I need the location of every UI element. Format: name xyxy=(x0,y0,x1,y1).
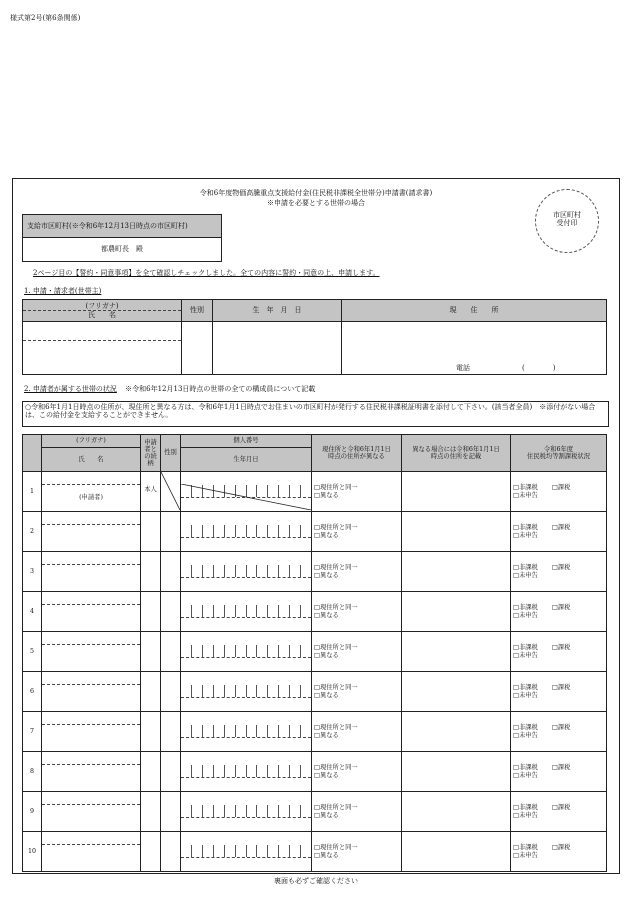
col-birth: 生年月日 xyxy=(181,448,312,472)
previous-address-field[interactable] xyxy=(402,552,511,592)
previous-address-field[interactable] xyxy=(402,512,511,552)
relation-field[interactable] xyxy=(141,672,161,712)
relation-field[interactable] xyxy=(141,592,161,632)
form-title: 令和6年度物価高騰重点支援給付金(住民税非課税全世帯分)申請書(請求書) xyxy=(199,189,433,197)
col-no xyxy=(23,435,42,472)
col-tax-2: 住民税均等割課税状況 xyxy=(527,453,590,460)
taxable-checkbox[interactable]: □課税 xyxy=(551,684,571,692)
previous-address-field[interactable] xyxy=(402,472,511,512)
table-row xyxy=(23,552,607,592)
section1-title: 1. 申請・請求者(世帯主) xyxy=(24,287,102,295)
previous-address-field[interactable] xyxy=(402,752,511,792)
col-tax-1: 令和6年度 xyxy=(543,445,574,453)
row-number: 5 xyxy=(23,632,42,672)
col-diff-1: 異なる場合には令和6年1月1日 xyxy=(412,445,500,453)
previous-address-field[interactable] xyxy=(402,712,511,752)
same-address-checkbox[interactable]: □現住所と同一 xyxy=(314,844,358,852)
address-same-field[interactable] xyxy=(312,632,402,672)
id-number-boxes[interactable] xyxy=(181,685,311,698)
applicant-name-field[interactable] xyxy=(23,322,182,375)
gender-header: 性別 xyxy=(182,300,213,322)
undeclared-checkbox[interactable]: □未申告 xyxy=(513,651,538,659)
taxable-checkbox[interactable]: □課税 xyxy=(551,524,571,532)
relation-field[interactable] xyxy=(141,632,161,672)
applicant-label: (申請者) xyxy=(79,494,103,501)
id-number-boxes[interactable] xyxy=(181,725,311,738)
tax-status-field[interactable] xyxy=(511,712,607,752)
non-taxable-checkbox[interactable]: □非課税 xyxy=(513,724,538,732)
table-row xyxy=(23,832,607,872)
non-taxable-checkbox[interactable]: □非課税 xyxy=(513,764,538,772)
col-relation xyxy=(141,435,161,472)
id-birth-field[interactable] xyxy=(181,552,312,592)
taxable-checkbox[interactable]: □課税 xyxy=(551,644,571,652)
address-same-field[interactable] xyxy=(312,792,402,832)
member-name-field[interactable] xyxy=(42,632,141,672)
gender-field[interactable] xyxy=(161,552,181,592)
undeclared-checkbox[interactable]: □未申告 xyxy=(513,771,538,779)
different-address-checkbox[interactable]: □異なる xyxy=(314,571,339,579)
table-row xyxy=(23,472,607,512)
tax-status-field[interactable] xyxy=(511,672,607,712)
tax-status-field[interactable] xyxy=(511,632,607,672)
undeclared-checkbox[interactable]: □未申告 xyxy=(513,811,538,819)
furigana-label: (フリガナ) xyxy=(85,301,119,310)
relation-field[interactable] xyxy=(141,832,161,872)
same-address-checkbox[interactable]: □現住所と同一 xyxy=(314,604,358,612)
gender-field[interactable] xyxy=(161,592,181,632)
same-address-checkbox[interactable]: □現住所と同一 xyxy=(314,764,358,772)
different-address-checkbox[interactable]: □異なる xyxy=(314,771,339,779)
recipient-box xyxy=(22,214,222,262)
undeclared-checkbox[interactable]: □未申告 xyxy=(513,851,538,859)
col-gender: 性別 xyxy=(161,435,181,472)
same-address-checkbox[interactable]: □現住所と同一 xyxy=(314,484,358,492)
id-birth-field[interactable] xyxy=(181,832,312,872)
same-address-checkbox[interactable]: □現住所と同一 xyxy=(314,684,358,692)
relation-field[interactable] xyxy=(141,792,161,832)
id-number-boxes[interactable] xyxy=(181,525,311,538)
member-name-field[interactable] xyxy=(42,832,141,872)
row-number: 6 xyxy=(23,672,42,712)
address-same-field[interactable] xyxy=(312,592,402,632)
agreement-statement: 2ページ目の【誓約・同意事項】を全て確認しチェックしました。全ての内容に誓約・同意の上、申請します。 xyxy=(33,269,380,277)
previous-address-field[interactable] xyxy=(402,792,511,832)
non-taxable-checkbox[interactable]: □非課税 xyxy=(513,844,538,852)
member-name-field[interactable] xyxy=(42,512,141,552)
different-address-checkbox[interactable]: □異なる xyxy=(314,491,339,499)
slash-line xyxy=(181,484,311,510)
relation-field[interactable] xyxy=(141,472,161,512)
table-row xyxy=(23,712,607,752)
id-number-boxes[interactable] xyxy=(181,805,311,818)
non-taxable-checkbox[interactable]: □非課税 xyxy=(513,684,538,692)
address-same-field[interactable] xyxy=(312,472,402,512)
tax-status-field[interactable] xyxy=(511,512,607,552)
different-address-checkbox[interactable]: □異なる xyxy=(314,811,339,819)
relation-field[interactable] xyxy=(141,512,161,552)
id-number-boxes[interactable] xyxy=(181,645,311,658)
col-previous-address xyxy=(402,435,511,472)
gender-field[interactable] xyxy=(161,792,181,832)
non-taxable-checkbox[interactable]: □非課税 xyxy=(513,604,538,612)
col-diff-2: 時点の住所を記載 xyxy=(430,453,482,460)
undeclared-checkbox[interactable]: □未申告 xyxy=(513,571,538,579)
name-label: 氏 名 xyxy=(23,310,181,319)
member-name-field[interactable] xyxy=(42,672,141,712)
tax-status-field[interactable] xyxy=(511,552,607,592)
row-number: 2 xyxy=(23,512,42,552)
address-same-field[interactable] xyxy=(312,832,402,872)
tax-status-field[interactable] xyxy=(511,752,607,792)
address-same-field[interactable] xyxy=(312,512,402,552)
slash-line xyxy=(161,472,180,510)
previous-address-field[interactable] xyxy=(402,672,511,712)
same-address-checkbox[interactable]: □現住所と同一 xyxy=(314,524,358,532)
gender-field[interactable] xyxy=(161,472,181,512)
tax-status-field[interactable] xyxy=(511,472,607,512)
undeclared-checkbox[interactable]: □未申告 xyxy=(513,531,538,539)
relation-field[interactable] xyxy=(141,712,161,752)
recipient-name: 都農町長 殿 xyxy=(101,245,143,253)
section2-note: ※令和6年12月13日時点の世帯の全ての構成員について記載 xyxy=(125,385,316,393)
instruction-box: ○令和6年1月1日時点の住所が、現住所と異なる方は、令和6年1月1日時点でお住まいの市区町村が発行する住民税非課税証明書を添付して下さい。(該当者全員) ※添付がない場合は、この給付金を支給することができません。 xyxy=(22,401,609,427)
form-subtitle: ※申請を必要とする世帯の場合 xyxy=(267,199,365,207)
non-taxable-checkbox[interactable]: □非課税 xyxy=(513,524,538,532)
row-number: 3 xyxy=(23,552,42,592)
relation-field[interactable] xyxy=(141,752,161,792)
gender-field[interactable] xyxy=(161,632,181,672)
id-birth-field[interactable] xyxy=(181,592,312,632)
address-same-field[interactable] xyxy=(312,752,402,792)
undeclared-checkbox[interactable]: □未申告 xyxy=(513,731,538,739)
col-relation-4: 柄 xyxy=(147,460,154,468)
member-name-field[interactable] xyxy=(42,552,141,592)
non-taxable-checkbox[interactable]: □非課税 xyxy=(513,564,538,572)
member-name-field[interactable] xyxy=(42,752,141,792)
undeclared-checkbox[interactable]: □未申告 xyxy=(513,691,538,699)
col-relation-3: の続 xyxy=(144,453,157,460)
applicant-name-header xyxy=(23,300,182,322)
different-address-checkbox[interactable]: □異なる xyxy=(314,851,339,859)
relation-field[interactable] xyxy=(141,552,161,592)
phone-label: 電話 xyxy=(456,363,470,372)
table-row xyxy=(23,792,607,832)
taxable-checkbox[interactable]: □課税 xyxy=(551,604,571,612)
different-address-checkbox[interactable]: □異なる xyxy=(314,691,339,699)
previous-address-field[interactable] xyxy=(402,632,511,672)
undeclared-checkbox[interactable]: □未申告 xyxy=(513,491,538,499)
table-row xyxy=(23,752,607,792)
applicant-address-field[interactable] xyxy=(342,322,607,375)
address-same-field[interactable] xyxy=(312,672,402,712)
same-address-checkbox[interactable]: □現住所と同一 xyxy=(314,564,358,572)
different-address-checkbox[interactable]: □異なる xyxy=(314,531,339,539)
same-address-checkbox[interactable]: □現住所と同一 xyxy=(314,644,358,652)
col-id: 個人番号 xyxy=(181,435,312,448)
applicant-table xyxy=(22,299,607,375)
table-row xyxy=(23,632,607,672)
member-name-field[interactable] xyxy=(42,792,141,832)
address-header: 現 住 所 xyxy=(342,300,607,322)
gender-field[interactable] xyxy=(161,752,181,792)
tax-status-field[interactable] xyxy=(511,792,607,832)
address-same-field[interactable] xyxy=(312,712,402,752)
different-address-checkbox[interactable]: □異なる xyxy=(314,611,339,619)
section2-heading xyxy=(24,385,315,393)
member-name-field[interactable] xyxy=(42,592,141,632)
tax-status-field[interactable] xyxy=(511,592,607,632)
gender-field[interactable] xyxy=(161,512,181,552)
table-row xyxy=(23,592,607,632)
non-taxable-checkbox[interactable]: □非課税 xyxy=(513,484,538,492)
gender-field[interactable] xyxy=(161,672,181,712)
col-relation-2: 者と xyxy=(144,445,157,453)
address-same-field[interactable] xyxy=(312,552,402,592)
birth-header: 生 年 月 日 xyxy=(213,300,342,322)
taxable-checkbox[interactable]: □課税 xyxy=(551,844,571,852)
same-address-checkbox[interactable]: □現住所と同一 xyxy=(314,724,358,732)
col-same-1: 現住所と令和6年1月1日 xyxy=(322,445,391,453)
different-address-checkbox[interactable]: □異なる xyxy=(314,651,339,659)
row-number: 9 xyxy=(23,792,42,832)
application-form xyxy=(12,178,620,885)
stamp-label-2: 受付印 xyxy=(556,219,578,228)
previous-address-field[interactable] xyxy=(402,832,511,872)
col-furigana: (フリガナ) xyxy=(42,435,141,448)
self-label: 本人 xyxy=(144,486,157,493)
row-number: 7 xyxy=(23,712,42,752)
col-name: 氏 名 xyxy=(42,448,141,472)
id-birth-field[interactable] xyxy=(181,472,312,512)
non-taxable-checkbox[interactable]: □非課税 xyxy=(513,804,538,812)
taxable-checkbox[interactable]: □課税 xyxy=(551,764,571,772)
member-name-field[interactable] xyxy=(42,472,141,512)
col-tax-status xyxy=(511,435,607,472)
id-birth-field[interactable] xyxy=(181,752,312,792)
taxable-checkbox[interactable]: □課税 xyxy=(551,804,571,812)
form-number: 様式第2号(第6条関係) xyxy=(10,14,81,22)
tax-status-field[interactable] xyxy=(511,832,607,872)
household-table xyxy=(22,434,607,872)
id-number-boxes[interactable] xyxy=(181,565,311,578)
phone-field[interactable]: ( ) xyxy=(522,363,556,372)
row-number: 1 xyxy=(23,472,42,512)
non-taxable-checkbox[interactable]: □非課税 xyxy=(513,644,538,652)
gender-field[interactable] xyxy=(161,832,181,872)
reception-stamp xyxy=(535,189,599,253)
table-row xyxy=(23,672,607,712)
member-name-field[interactable] xyxy=(42,712,141,752)
applicant-gender-field[interactable] xyxy=(182,322,213,375)
id-number-boxes[interactable] xyxy=(181,605,311,618)
col-same-2: 時点の住所が異なる xyxy=(328,453,385,460)
id-number-boxes[interactable] xyxy=(181,845,311,858)
col-relation-1: 申請 xyxy=(144,438,157,446)
id-birth-field[interactable] xyxy=(181,632,312,672)
different-address-checkbox[interactable]: □異なる xyxy=(314,731,339,739)
section2-title: 2. 申請者が属する世帯の状況 xyxy=(24,385,117,393)
gender-field[interactable] xyxy=(161,712,181,752)
table-row xyxy=(23,512,607,552)
recipient-header: 支給市区町村(※令和6年12月13日時点の市区町村) xyxy=(23,215,221,238)
previous-address-field[interactable] xyxy=(402,592,511,632)
undeclared-checkbox[interactable]: □未申告 xyxy=(513,611,538,619)
col-same-address xyxy=(312,435,402,472)
id-number-boxes[interactable] xyxy=(181,765,311,778)
taxable-checkbox[interactable]: □課税 xyxy=(551,484,571,492)
row-number: 8 xyxy=(23,752,42,792)
id-birth-field[interactable] xyxy=(181,712,312,752)
row-number: 4 xyxy=(23,592,42,632)
id-birth-field[interactable] xyxy=(181,792,312,832)
stamp-label-1: 市区町村 xyxy=(553,211,581,219)
same-address-checkbox[interactable]: □現住所と同一 xyxy=(314,804,358,812)
taxable-checkbox[interactable]: □課税 xyxy=(551,564,571,572)
id-birth-field[interactable] xyxy=(181,512,312,552)
footer-note: 裏面も必ずご確認ください xyxy=(274,877,358,885)
row-number: 10 xyxy=(23,832,42,872)
taxable-checkbox[interactable]: □課税 xyxy=(551,724,571,732)
id-birth-field[interactable] xyxy=(181,672,312,712)
applicant-birth-field[interactable] xyxy=(213,322,342,375)
